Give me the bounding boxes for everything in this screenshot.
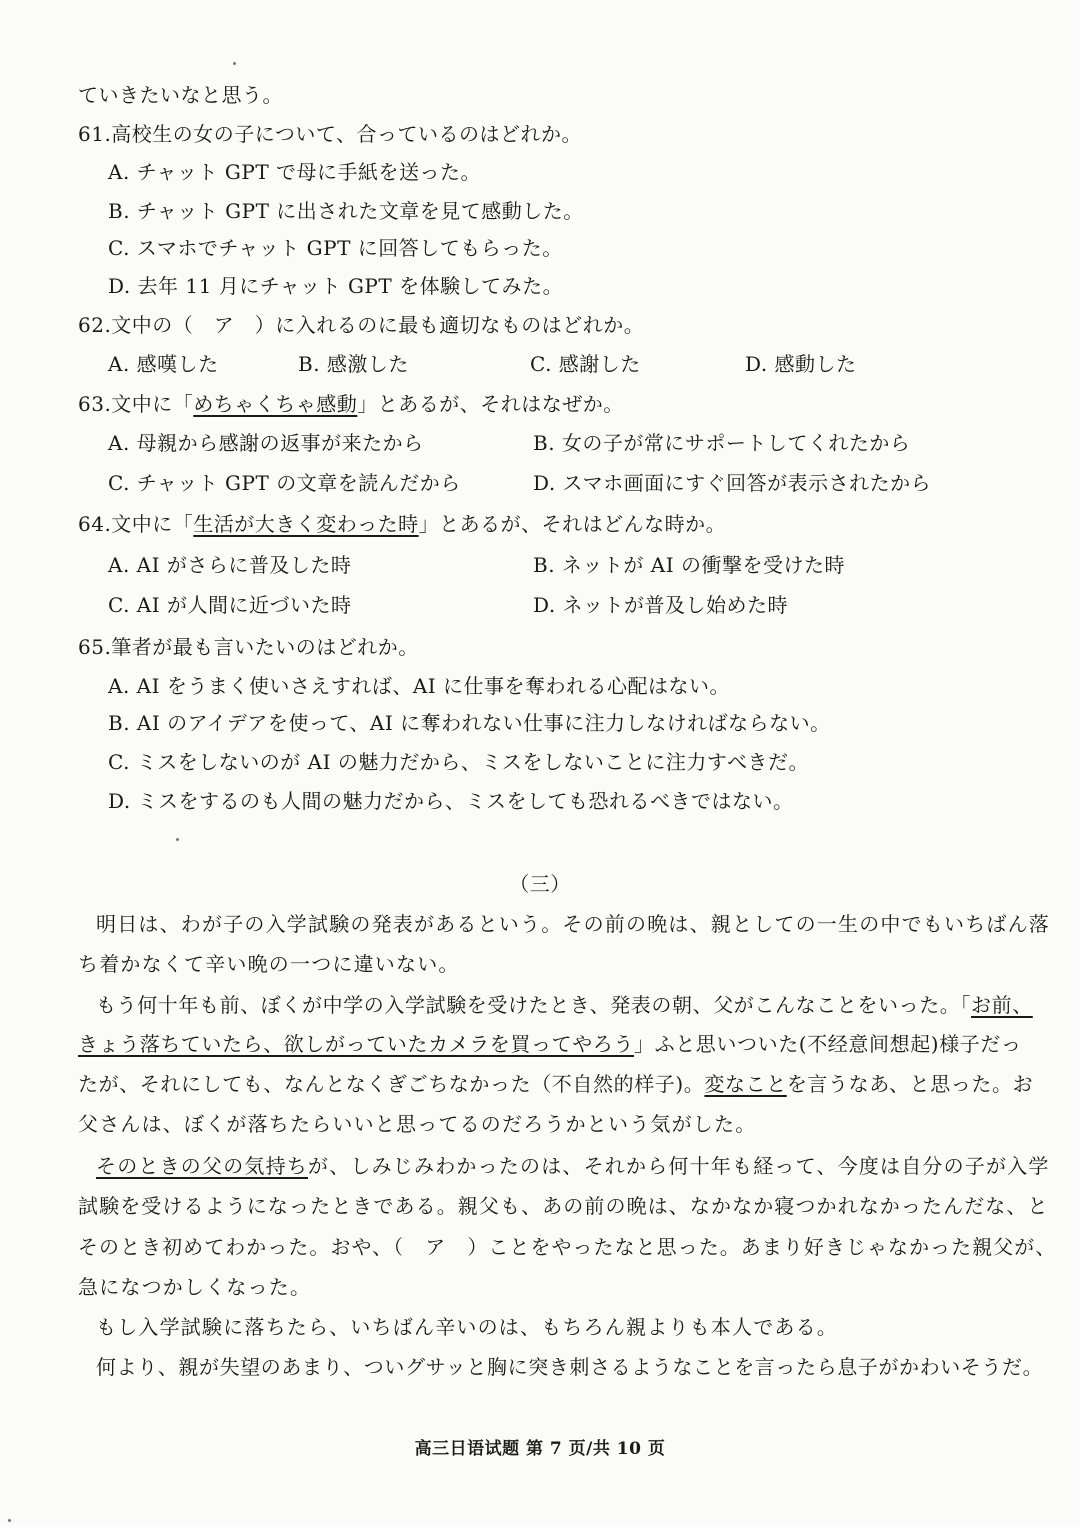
option-65-a: A. AI をうまく使いさえすれば、AI に仕事を奪われる心配はない。 xyxy=(108,674,731,698)
paragraph-line: ち着かなくて辛い晩の一つに違いない。 xyxy=(78,952,460,976)
option-65-b: B. AI のアイデアを使って、AI に奪われない仕事に注力しなければならない。 xyxy=(108,711,831,735)
text-line: ていきたいなと思う。 xyxy=(78,83,283,107)
option-64-d: D. ネットが普及し始めた時 xyxy=(533,593,789,617)
option-62-b: B. 感激した xyxy=(298,352,409,376)
underlined-text: そのときの父の気持ち xyxy=(96,1154,308,1178)
option-65-c: C. ミスをしないのが AI の魅力だから、ミスをしないことに注力すべきだ。 xyxy=(108,750,809,774)
paragraph-line: 何より、親が失望のあまり、ついグサッと胸に突き刺さるようなことを言ったら息子がかわいそうだ。 xyxy=(96,1355,1044,1379)
option-64-a: A. AI がさらに普及した時 xyxy=(108,553,352,577)
paragraph-text: 」ふと思いついた(不经意间想起)様子だっ xyxy=(634,1032,1022,1056)
option-63-b: B. 女の子が常にサポートしてくれたから xyxy=(533,431,911,455)
question-63-lead: 63.文中に「 xyxy=(78,392,194,416)
paragraph-text: たが、それにしても、なんとなくぎごちなかった（不自然的样子)。 xyxy=(78,1072,705,1096)
paragraph-text: が、しみじみわかったのは、それから何十年も経って、今度は自分の子が入学 xyxy=(308,1154,1050,1178)
option-63-a: A. 母親から感謝の返事が来たから xyxy=(108,431,424,455)
option-64-b: B. ネットが AI の衝撃を受けた時 xyxy=(533,553,845,577)
question-64-tail: 」とあるが、それはどんな時か。 xyxy=(418,512,727,536)
question-62: 62.文中の（ ア ）に入れるのに最も適切なものはどれか。 xyxy=(78,313,645,337)
paragraph-line: 急になつかしくなった。 xyxy=(78,1275,312,1299)
option-62-c: C. 感謝した xyxy=(530,352,641,376)
question-64 xyxy=(78,512,726,536)
paragraph-line xyxy=(78,1032,1022,1056)
option-63-c: C. チャット GPT の文章を読んだから xyxy=(108,471,461,495)
question-64-lead: 64.文中に「 xyxy=(78,512,194,536)
paragraph-line xyxy=(96,1154,1050,1178)
underlined-text: 変なこと xyxy=(704,1072,787,1096)
question-64-quote: 生活が大きく変わった時 xyxy=(193,512,419,536)
question-61: 61.高校生の女の子について、合っているのはどれか。 xyxy=(78,122,583,146)
option-62-a: A. 感嘆した xyxy=(108,352,219,376)
paragraph-line: 父さんは、ぼくが落ちたらいいと思ってるのだろうかという気がした。 xyxy=(78,1112,757,1136)
paragraph-line xyxy=(78,1072,1033,1096)
paragraph-line: そのとき初めてわかった。おや、（ ア ）ことをやったなと思った。あまり好きじゃなかった親父が、 xyxy=(78,1235,1057,1259)
underlined-text: お前、 xyxy=(971,993,1033,1017)
section-heading-3: （三） xyxy=(509,872,571,896)
option-61-c: C. スマホでチャット GPT に回答してもらった。 xyxy=(108,236,563,260)
option-64-c: C. AI が人間に近づいた時 xyxy=(108,593,352,617)
option-61-d: D. 去年 11 月にチャット GPT を体験してみた。 xyxy=(108,274,564,298)
paragraph-text: を言うなあ、と思った。お xyxy=(786,1072,1034,1096)
question-63-quote: めちゃくちゃ感動 xyxy=(193,392,358,416)
question-65: 65.筆者が最も言いたいのはどれか。 xyxy=(78,635,419,659)
option-61-a: A. チャット GPT で母に手紙を送った。 xyxy=(108,160,482,184)
paragraph-line: 試験を受けるようになったときである。親父も、あの前の晩は、なかなか寝つかれなかったんだな、と xyxy=(78,1194,1049,1218)
paragraph-line: もし入学試験に落ちたら、いちばん辛いのは、もちろん親よりも本人である。 xyxy=(96,1315,838,1339)
scan-speck xyxy=(176,838,179,841)
option-65-d: D. ミスをするのも人間の魅力だから、ミスをしても恐れるべきではない。 xyxy=(108,789,794,813)
option-62-d: D. 感動した xyxy=(745,352,857,376)
paragraph-line xyxy=(96,993,1033,1017)
option-63-d: D. スマホ画面にすぐ回答が表示されたから xyxy=(533,471,932,495)
paragraph-line: 明日は、わが子の入学試験の発表があるという。その前の晩は、親としての一生の中でもいちばん落 xyxy=(96,912,1050,936)
question-63-tail: 」とあるが、それはなぜか。 xyxy=(357,392,624,416)
scan-speck xyxy=(8,1519,11,1522)
option-61-b: B. チャット GPT に出された文章を見て感動した。 xyxy=(108,199,584,223)
scan-speck xyxy=(233,62,236,65)
question-63 xyxy=(78,392,624,416)
page-footer: 高三日语试题 第 7 页/共 10 页 xyxy=(414,1439,666,1459)
underlined-text: きょう落ちていたら、欲しがっていたカメラを買ってやろう xyxy=(78,1032,634,1056)
paragraph-text: もう何十年も前、ぼくが中学の入学試験を受けたとき、発表の朝、父がこんなことをいった。「 xyxy=(96,993,971,1017)
